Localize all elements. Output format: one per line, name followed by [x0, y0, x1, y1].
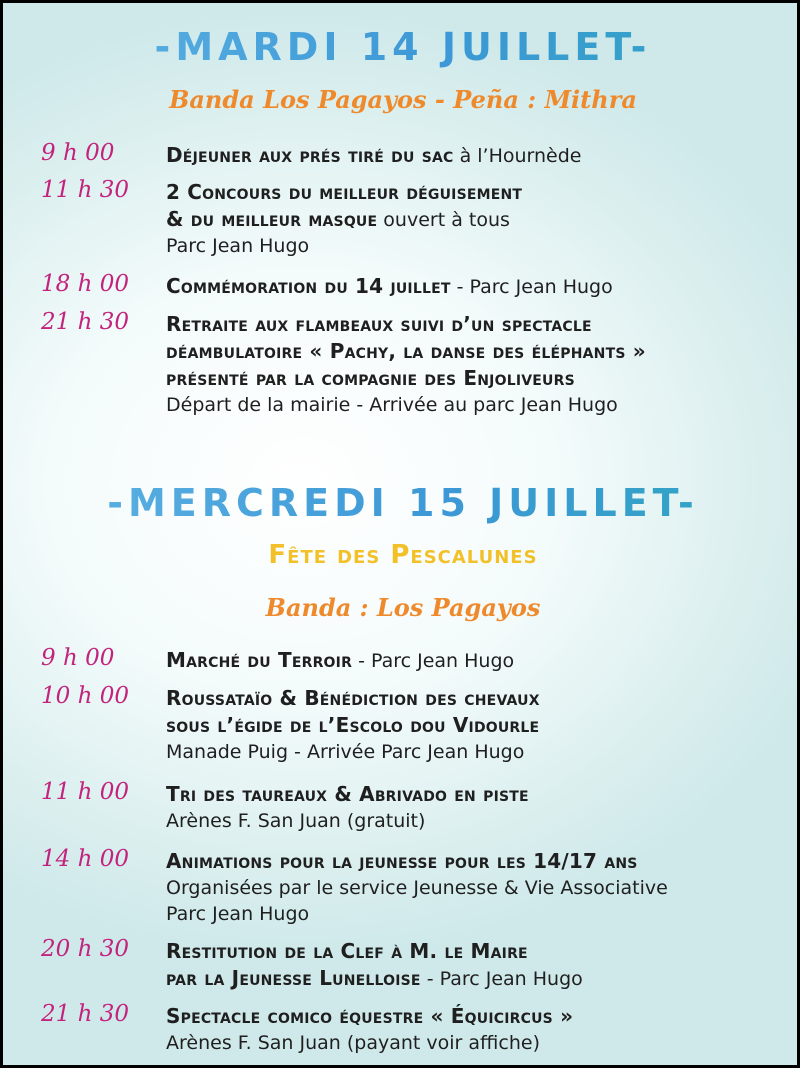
event-location: Arènes F. San Juan (payant voir affiche) [166, 1032, 540, 1054]
event-title: Marché du Terroir [166, 648, 353, 672]
day1-title: -MARDI 14 JUILLET- [3, 25, 800, 69]
event-title: Spectacle comico équestre « Équicircus » [166, 1004, 574, 1028]
event-detail: - Parc Jean Hugo [450, 276, 613, 298]
day1-subtitle: Banda Los Pagayos - Peña : Mithra [169, 85, 637, 114]
event-title: Roussataïo & Bénédiction des chevaux [166, 686, 540, 710]
day2-subtitle: Banda : Los Pagayos [265, 593, 541, 622]
event-time: 9 h 00 [41, 140, 115, 166]
event-detail: - Parc Jean Hugo [352, 650, 515, 672]
event-title: Animations pour la jeunesse pour les 14/17 ans [166, 849, 638, 873]
event-title: Commémoration du 14 juillet [166, 274, 451, 298]
event-time: 9 h 00 [41, 645, 115, 671]
event-time: 20 h 30 [41, 936, 129, 962]
event-title: Restitution de la Clef à M. le Maire [166, 939, 528, 963]
event-detail: ouvert à tous [377, 209, 510, 231]
event-title-cont: présenté par la compagnie des Enjoliveurs [166, 366, 575, 390]
event-time: 11 h 30 [41, 177, 129, 203]
event-time: 10 h 00 [41, 683, 129, 709]
event-time: 14 h 00 [41, 846, 129, 872]
event-title: Déjeuner aux prés tiré du sac [166, 143, 454, 167]
event-location: Manade Puig - Arrivée Parc Jean Hugo [166, 741, 525, 763]
event-location: - Parc Jean Hugo [420, 968, 583, 990]
day2-title: -MERCREDI 15 JUILLET- [3, 481, 800, 525]
event-detail: à l’Hournède [453, 145, 582, 167]
event-time: 21 h 30 [41, 1001, 129, 1027]
event-location: Arènes F. San Juan (gratuit) [166, 810, 426, 832]
event-title-cont: par la Jeunesse Lunelloise [166, 966, 421, 990]
event-time: 18 h 00 [41, 271, 129, 297]
event-location: Parc Jean Hugo [166, 903, 310, 925]
event-location: Parc Jean Hugo [166, 235, 310, 257]
fete-title: Fête des Pescalunes [268, 540, 538, 570]
event-location: Départ de la mairie - Arrivée au parc Jean Hugo [166, 394, 618, 416]
event-title-cont: déambulatoire « Pachy, la danse des éléphants » [166, 339, 646, 363]
event-detail: Organisées par le service Jeunesse & Vie Associative [166, 877, 668, 899]
event-title: Retraite aux flambeaux suivi d’un spectacle [166, 312, 592, 336]
event-title-cont: & du meilleur masque [166, 207, 378, 231]
event-title-cont: sous l’égide de l’Escolo dou Vidourle [166, 713, 540, 737]
event-time: 21 h 30 [41, 309, 129, 335]
event-time: 11 h 00 [41, 779, 129, 805]
event-title: Tri des taureaux & Abrivado en piste [166, 782, 529, 806]
event-title: 2 Concours du meilleur déguisement [166, 180, 523, 204]
